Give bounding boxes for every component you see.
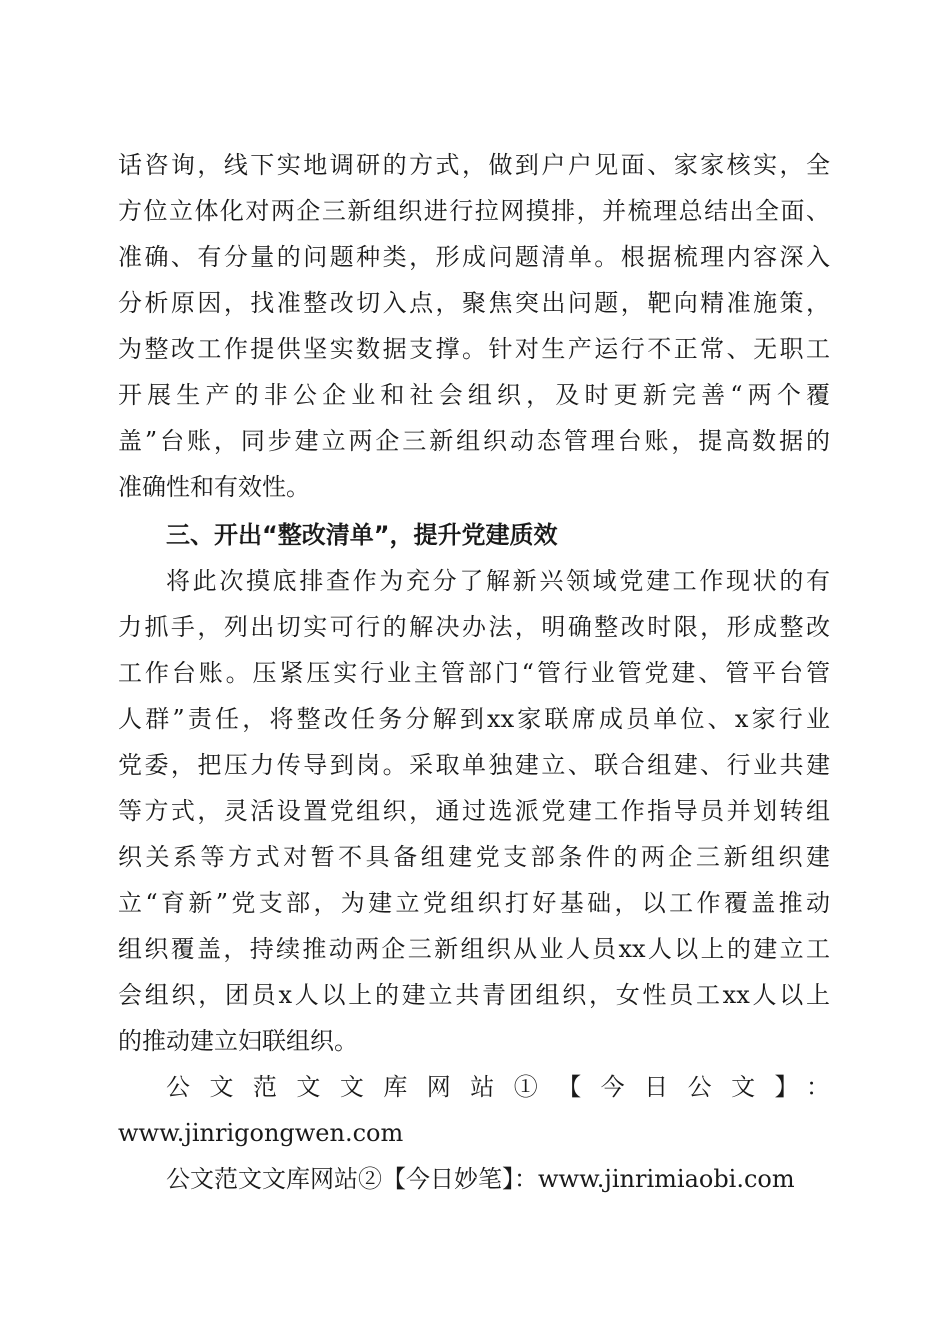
text-line: 将此次摸底排查作为充分了解新兴领域党建工作现状的有 [166,567,830,595]
footer-site-1-label: 公文范文文库网站①【今日公文】： [166,1073,830,1101]
text-line: 盖”台账，同步建立两企三新组织动态管理台账，提高数据的 [118,427,830,455]
paragraph-continued [118,142,830,510]
text-line: 工作台账。压紧压实行业主管部门“管行业管党建、管平台管 [118,659,830,687]
text-line: 的推动建立妇联组织。 [118,1027,358,1055]
footer-site-1-url[interactable]: www.jinrigongwen.com [118,1119,404,1147]
section-paragraph [118,558,830,1064]
text-line: 准确性和有效性。 [118,473,310,501]
text-line: 分析原因，找准整改切入点，聚焦突出问题，靶向精准施策， [118,289,830,317]
text-line: 人群”责任，将整改任务分解到xx家联席成员单位、x家行业 [118,705,830,733]
footer-links [118,1064,830,1202]
text-line: 为整改工作提供坚实数据支撑。针对生产运行不正常、无职工 [118,335,830,363]
text-line: 准确、有分量的问题种类，形成问题清单。根据梳理内容深入 [118,243,830,271]
document-page [118,142,830,1202]
text-line: 话咨询，线下实地调研的方式，做到户户见面、家家核实，全 [118,151,830,179]
text-line: 组织覆盖，持续推动两企三新组织从业人员xx人以上的建立工 [118,935,830,963]
text-line: 织关系等方式对暂不具备组建党支部条件的两企三新组织建 [118,843,830,871]
text-line: 方位立体化对两企三新组织进行拉网摸排，并梳理总结出全面、 [118,197,830,225]
text-line: 开展生产的非公企业和社会组织，及时更新完善“两个覆 [118,381,830,409]
section-heading: 三、开出“整改清单”，提升党建质效 [166,521,558,549]
text-line: 党委，把压力传导到岗。采取单独建立、联合组建、行业共建 [118,751,830,779]
text-line: 会组织，团员x人以上的建立共青团组织，女性员工xx人以上 [118,981,830,1009]
text-line: 力抓手，列出切实可行的解决办法，明确整改时限，形成整改 [118,613,830,641]
footer-site-2[interactable]: 公文范文文库网站②【今日妙笔】：www.jinrimiaobi.com [166,1165,795,1193]
text-line: 等方式，灵活设置党组织，通过选派党建工作指导员并划转组 [118,797,830,825]
text-line: 立“育新”党支部，为建立党组织打好基础，以工作覆盖推动 [118,889,830,917]
